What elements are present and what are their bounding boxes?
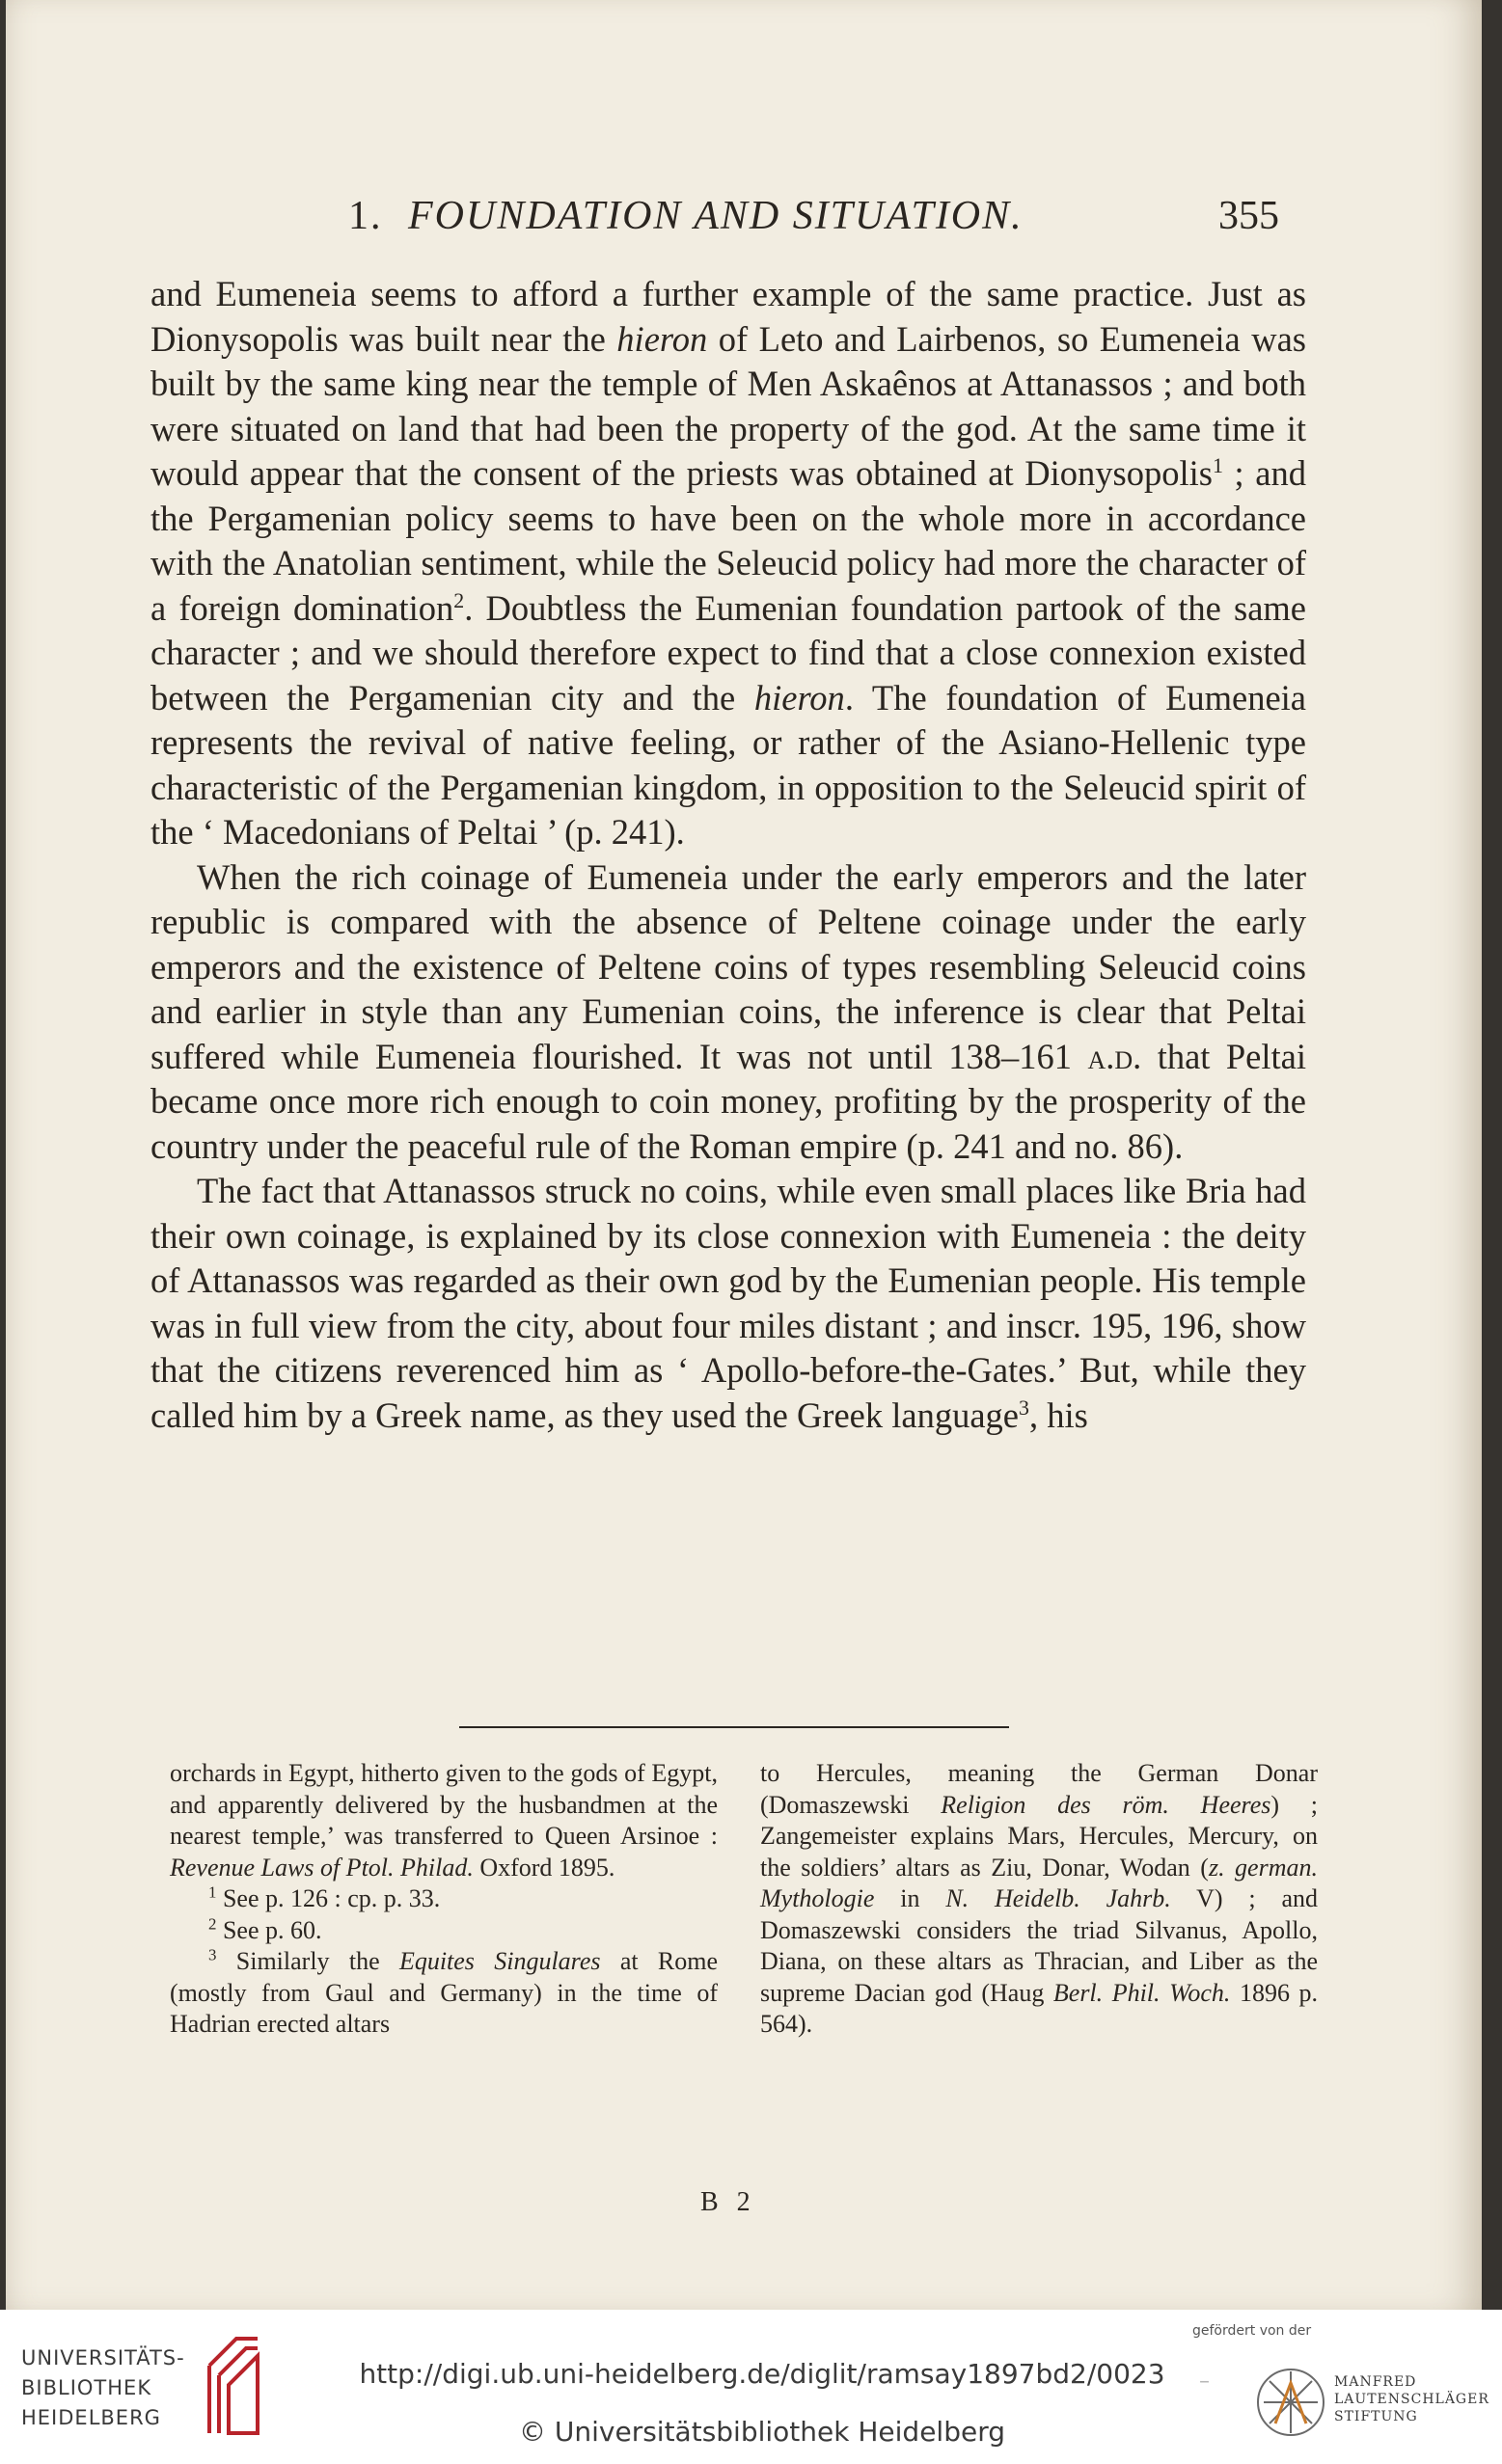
library-name: UNIVERSITÄTS- BIBLIOTHEK HEIDELBERG xyxy=(21,2346,185,2429)
footnote-continuation: orchards in Egypt, hitherto given to the gods of Egypt, and apparently delivered by the husbandmen at the nearest temple,’ was transferred to Queen Arsinoe : Revenue Laws of Ptol. Philad. Oxford 1895. xyxy=(170,1759,718,1882)
footnote-1: $^1$ See p. 126 : cp. p. 33. xyxy=(208,1882,441,1912)
chapter-heading xyxy=(348,193,1024,239)
copyright-notice: © Universitätsbibliothek Heidelberg xyxy=(518,2416,1005,2448)
signature-mark: B 2 xyxy=(700,2187,756,2217)
separator-dash: – xyxy=(1199,2369,1210,2394)
running-header xyxy=(150,193,1279,251)
footnote-ref-2: 2 xyxy=(453,587,465,612)
main-text xyxy=(150,272,1306,1438)
chapter-number: 1. xyxy=(348,194,383,238)
permalink-url[interactable]: http://digi.ub.uni-heidelberg.de/diglit/ramsay1897bd2/0023 xyxy=(359,2358,1165,2390)
page-number: 355 xyxy=(1218,194,1279,238)
sponsor-label: gefördert von der xyxy=(1192,2323,1312,2339)
footnote-ref-1: 1 xyxy=(1212,452,1223,477)
paragraph-2: When the rich coinage of Eumeneia under the early emperors and the later republic is compared with the absence of Peltene coinage under the early emperors and the existence of Peltene coins of types resembling Seleucid coins and earlier in style than any Eumenian coins, the inference is clear that Peltai suffered while Eumeneia flourished. It was not until 138–161 a.d. that Peltai became once more rich enough to coin money, profiting by the prosperity of the country under the peaceful rule of the Roman empire (p. 241 and no. 86). xyxy=(150,856,1306,1166)
chapter-title: FOUNDATION AND SITUATION. xyxy=(408,194,1024,238)
footnote-ref-3: 3 xyxy=(1018,1394,1029,1420)
footnote-3: $^3$ Similarly the Equites Singulares at Rome (mostly from Gaul and Germany) in the time of Hadrian erected altars xyxy=(170,1945,718,2038)
footnote-3-continued: to Hercules, meaning the German Donar (Domaszewski Religion des röm. Heeres) ; Zangemeister explains Mars, Hercules, Mercury, on the soldiers’ altars as Ziu, Donar, Wodan (z. german. Mythologie in N. Heidelb. Jahrb. V) ; and Domaszewski considers the triad Silvanus, Apollo, Diana, on these altars as Thracian, and Liber as the supreme Dacian god (Haug Berl. Phil. Woch. 1896 p. 564). xyxy=(760,1759,1319,2038)
ub-heidelberg-logo-icon[interactable] xyxy=(198,2327,265,2447)
lautenschlaeger-foundation-logo-icon[interactable] xyxy=(1254,2366,1327,2443)
sponsor-name: MANFRED LAUTENSCHLÄGER STIFTUNG xyxy=(1334,2374,1489,2424)
book-page xyxy=(6,0,1482,2310)
viewer-footer xyxy=(0,2310,1502,2464)
footnotes-left-column xyxy=(170,1758,718,2041)
footnote-rule xyxy=(459,1726,1009,1728)
footnote-2: $^2$ See p. 60. xyxy=(208,1913,322,1944)
paragraph-3: The fact that Attanassos struck no coins, while even small places like Bria had their own coinage, is explained by its close connexion with Eumeneia : the deity of Attanassos was regarded as their own god by the Eumenian people. His temple was in full view from the city, about four miles distant ; and inscr. 195, 196, show that the citizens reverenced him as ‘ Apollo-before-the-Gates.’ But, while they called him by a Greek name, as they used the Greek language$^3$, his xyxy=(150,1171,1306,1435)
paragraph-1: and Eumeneia seems to afford a further example of the same practice. Just as Dionysopolis was built near the hieron of Leto and Lairbenos, so Eumeneia was built by the same king near the temple of Men Askaênos at Attanassos ; and both were situated on land that had been the property of the god. At the same time it would appear that the consent of the priests was obtained at Dionysopolis$^1$ ; and the Pergamenian policy seems to have been on the whole more in accordance with the Anatolian sentiment, while the Seleucid policy had more the character of a foreign domination$^2$. Doubtless the Eumenian foundation partook of the same character ; and we should therefore expect to find that a close connexion existed between the Pergamenian city and the hieron. The foundation of Eumeneia represents the revival of native feeling, or rather of the Asiano-Hellenic type characteristic of the Pergamenian kingdom, in opposition to the Seleucid spirit of the ‘ Macedonians of Peltai ’ (p. 241). xyxy=(150,274,1306,852)
footnotes-right-column xyxy=(760,1758,1318,2041)
